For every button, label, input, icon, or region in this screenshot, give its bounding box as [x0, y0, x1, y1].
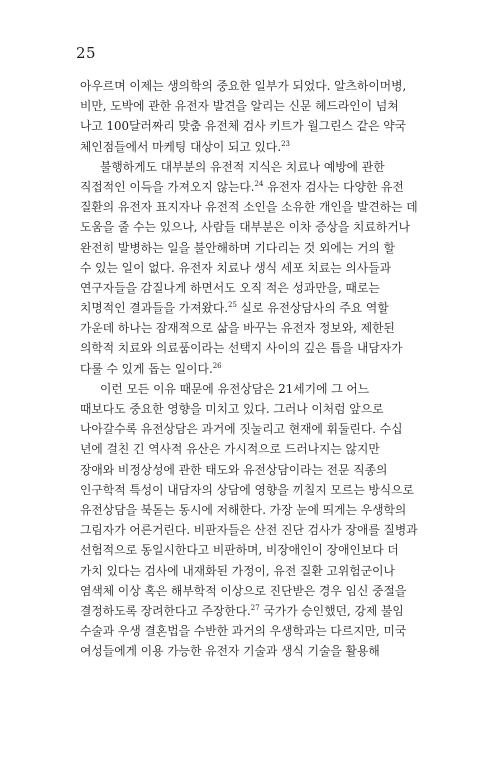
- line-text: 선험적으로 동일시한다고 비판하며, 비장애인이 장애인보다 더: [80, 543, 399, 558]
- text-line: [80, 500, 435, 520]
- text-line: [80, 217, 435, 237]
- line-text: 나고 100달러짜리 맞춤 유전체 검사 키트가 월그린스 같은 약국: [80, 119, 407, 134]
- line-text: 직접적인 이득을 가져오지 않는다.: [80, 179, 255, 194]
- text-line: [80, 238, 435, 258]
- text-line: [80, 177, 435, 197]
- line-text: 연구자들을 감질나게 하면서도 오직 적은 성과만을, 때로는: [80, 280, 380, 295]
- body-text: [80, 76, 435, 661]
- line-text: 의학적 치료와 의료품이라는 선택지 사이의 깊은 틈을 내담자가: [80, 341, 403, 356]
- line-text: 장애와 비정상성에 관한 태도와 유전상담이라는 전문 직종의: [80, 462, 388, 477]
- line-text: 유전상담을 북돋는 동시에 저해한다. 가장 눈에 띄게는 우생학의: [80, 502, 407, 517]
- footnote-reference: 27: [250, 603, 260, 612]
- line-text: 도움을 줄 수는 있으나, 사람들 대부분은 이차 증상을 치료하거나: [80, 220, 411, 235]
- text-line: [80, 157, 435, 177]
- line-text: 비만, 도박에 관한 유전자 발견을 알리는 신문 헤드라인이 넘쳐: [80, 99, 399, 114]
- text-line: [80, 581, 435, 601]
- text-line: [80, 419, 435, 439]
- line-text-continuation: 실로 유전상담사의 주요 역할: [236, 301, 389, 316]
- page-number: 25: [76, 44, 97, 62]
- footnote-reference: 25: [228, 301, 237, 310]
- text-line: [80, 460, 435, 480]
- text-line: [80, 399, 435, 419]
- line-text: 다룰 수 있게 돕는 일이다.: [80, 361, 213, 376]
- text-line: [80, 137, 435, 157]
- line-text: 염색체 이상 혹은 해부학적 이상으로 진단받은 경우 임신 중절을: [80, 583, 407, 598]
- text-line: [80, 278, 435, 298]
- footnote-reference: 26: [212, 361, 222, 370]
- text-line: [80, 480, 435, 500]
- text-line: [80, 601, 435, 621]
- line-text: 결정하도록 장려한다고 주장한다.: [80, 603, 251, 618]
- line-text: 아우르며 이제는 생의학의 중요한 일부가 되었다. 알츠하이머병,: [80, 79, 407, 93]
- text-line: [80, 76, 435, 96]
- text-line: [80, 621, 435, 641]
- line-text: 그림자가 어른거린다. 비판자들은 산전 진단 검사가 장애를 질병과: [80, 523, 418, 538]
- line-text: 수술과 우생 결혼법을 수반한 과거의 우생학과는 다르지만, 미국: [80, 624, 407, 639]
- text-line: [80, 338, 435, 358]
- text-line: [80, 561, 435, 581]
- text-line: [80, 379, 435, 399]
- text-line: [80, 197, 435, 217]
- line-text: 나아갈수록 유전상담은 과거에 짓눌리고 현재에 휘둘린다. 수십: [80, 422, 403, 437]
- text-line: [80, 116, 435, 136]
- line-text: 인구학적 특성이 내담자의 상담에 영향을 끼칠지 모르는 방식으로: [80, 482, 414, 497]
- line-text: 완전히 발병하는 일을 불안해하며 기다리는 것 외에는 거의 할: [80, 240, 395, 255]
- line-text-continuation: 유전자 검사는 다양한 유전: [263, 179, 404, 194]
- line-text: 년에 걸친 긴 역사적 유산은 가시적으로 드러나지는 않지만: [80, 442, 380, 457]
- text-line: [80, 298, 435, 318]
- footnote-reference: 23: [281, 139, 291, 148]
- line-text: 이런 모든 이유 때문에 유전상담은 21세기에 그 어느: [100, 381, 370, 396]
- text-line: [80, 318, 435, 338]
- text-line: [80, 359, 435, 379]
- line-text: 치명적인 결과들을 가져왔다.: [80, 301, 228, 316]
- line-text: 수 있는 일이 없다. 유전자 치료나 생식 세포 치료는 의사들과: [80, 260, 391, 275]
- text-line: [80, 540, 435, 560]
- text-line: [80, 439, 435, 459]
- line-text: 때보다도 중요한 영향을 미치고 있다. 그러나 이처럼 앞으로: [80, 402, 384, 416]
- line-text-continuation: 국가가 승인했던, 강제 불임: [259, 603, 404, 618]
- line-text: 여성들에게 이용 가능한 유전자 기술과 생식 기술을 활용해: [80, 644, 380, 659]
- text-line: [80, 258, 435, 278]
- line-text: 가운데 하나는 잠재적으로 삶을 바꾸는 유전자 정보와, 제한된: [80, 321, 395, 336]
- text-line: [80, 96, 435, 116]
- line-text: 체인점들에서 마케팅 대상이 되고 있다.: [80, 139, 282, 154]
- text-line: [80, 641, 435, 661]
- line-text: 질환의 유전자 표지자나 유전적 소인을 소유한 개인을 발견하는 데: [80, 200, 418, 215]
- text-line: [80, 520, 435, 540]
- line-text: 불행하게도 대부분의 유전적 지식은 치료나 예방에 관한: [100, 159, 385, 174]
- footnote-reference: 24: [254, 179, 264, 188]
- line-text: 가치 있다는 검사에 내재화된 가정이, 유전 질환 고위험군이나: [80, 563, 395, 578]
